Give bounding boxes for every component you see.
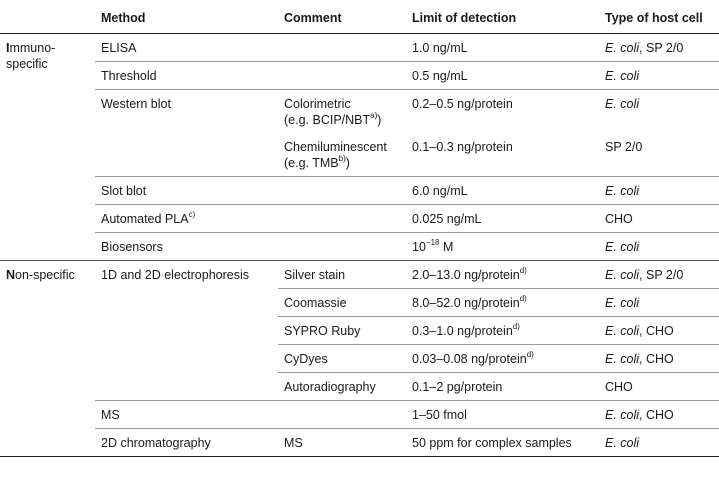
limit-text: 2.0–13.0 ng/protein (412, 268, 520, 282)
table-row (0, 261, 719, 289)
table-row (0, 233, 719, 261)
limit-unit: M (439, 240, 454, 254)
host-italic: E. coli (605, 268, 640, 282)
limit-cell: 0.1–2 pg/protein (406, 373, 599, 401)
footnote-mark: d) (519, 293, 527, 303)
host-plain: CHO (605, 212, 633, 226)
limit-cell: 0.5 ng/mL (406, 62, 599, 90)
footnote-mark: d) (512, 321, 520, 331)
host-cell (599, 429, 719, 457)
method-cell: Threshold (95, 62, 278, 90)
limit-cell (406, 261, 599, 289)
table-header-row (0, 4, 719, 34)
table-row (0, 90, 719, 134)
comment-cell (278, 34, 406, 62)
limit-cell: 0.2–0.5 ng/protein (412, 97, 513, 111)
table-row (0, 205, 719, 233)
limit-text: 0.03–0.08 ng/protein (412, 352, 527, 366)
comment-cell (278, 62, 406, 90)
method-cell (95, 205, 278, 233)
comment-cell (278, 233, 406, 261)
comment-line1: Chemiluminescent (284, 140, 387, 154)
host-plain: , CHO (639, 408, 674, 422)
limit-cell (406, 289, 599, 317)
host-italic: E. coli (605, 184, 640, 198)
comment-line2: (e.g. TMB (284, 156, 339, 170)
limit-text: 0.3–1.0 ng/protein (412, 324, 513, 338)
limit-cell: 50 ppm for complex samples (406, 429, 599, 457)
host-cell (599, 233, 719, 261)
comment-cell: SYPRO Ruby (278, 317, 406, 345)
host-cell (599, 373, 719, 401)
method-cell: Western blot (95, 90, 278, 177)
table-row (0, 34, 719, 62)
footnote-mark: c) (188, 209, 196, 219)
group-label-line2: specific (6, 57, 48, 71)
footnote-mark: d) (519, 265, 527, 275)
table-row (0, 429, 719, 457)
limit-cell: 1–50 fmol (406, 401, 599, 429)
method-cell: ELISA (95, 34, 278, 62)
table-row (0, 401, 719, 429)
host-italic: E. coli (605, 97, 640, 111)
host-cell (599, 62, 719, 90)
footnote-mark: b) (338, 153, 346, 163)
host-plain: , SP 2/0 (639, 41, 684, 55)
group-label-nonspecific: Non-specific (6, 268, 75, 282)
comment-cell: CyDyes (278, 345, 406, 373)
group-immunospecific (0, 34, 95, 261)
comment-cell (278, 205, 406, 233)
host-plain: , SP 2/0 (639, 268, 684, 282)
comment-cell (278, 177, 406, 205)
host-italic: E. coli (605, 436, 640, 450)
host-cell (599, 205, 719, 233)
comment-line2: (e.g. BCIP/NBT (284, 113, 371, 127)
method-cell: Biosensors (95, 233, 278, 261)
limit-cell: 0.025 ng/mL (406, 205, 599, 233)
method-cell: MS (95, 401, 278, 429)
method-cell: 2D chromatography (95, 429, 278, 457)
host-italic: E. coli (605, 352, 640, 366)
group-nonspecific (0, 261, 95, 457)
comment-cell (278, 401, 406, 429)
footnote-mark: d) (526, 349, 534, 359)
host-plain: , CHO (639, 324, 674, 338)
comment-cell: Autoradiography (278, 373, 406, 401)
limit-cell (406, 317, 599, 345)
comment-line1: Colorimetric (284, 97, 351, 111)
limit-cell: 6.0 ng/mL (406, 177, 599, 205)
header-host: Type of host cell (599, 4, 719, 34)
footnote-mark: a) (370, 110, 378, 120)
comment-close: ) (345, 156, 350, 170)
table-row (0, 177, 719, 205)
limit-cell (406, 233, 599, 261)
comment-cell: Coomassie (278, 289, 406, 317)
method-cell: Slot blot (95, 177, 278, 205)
host-plain: SP 2/0 (605, 140, 643, 154)
host-cell (599, 401, 719, 429)
host-cell (599, 133, 719, 177)
header-limit: Limit of detection (406, 4, 599, 34)
limit-base: 10 (412, 240, 426, 254)
host-cell (599, 90, 719, 134)
method-text: Automated PLA (101, 212, 189, 226)
comment-cell: Silver stain (278, 261, 406, 289)
limit-cell (406, 345, 599, 373)
header-group (0, 4, 95, 34)
method-cell: 1D and 2D electrophoresis (95, 261, 278, 401)
host-plain: CHO (605, 380, 633, 394)
host-cell (599, 261, 719, 289)
limit-text: 8.0–52.0 ng/protein (412, 296, 520, 310)
host-italic: E. coli (605, 324, 640, 338)
comment-cell (278, 133, 406, 177)
host-cell (599, 177, 719, 205)
comment-cell: MS (278, 429, 406, 457)
limit-cell: 1.0 ng/mL (406, 34, 599, 62)
host-italic: E. coli (605, 296, 640, 310)
host-italic: E. coli (605, 240, 640, 254)
host-italic: E. coli (605, 69, 640, 83)
group-label-line1: Immuno- (6, 41, 56, 55)
host-cell (599, 34, 719, 62)
limit-exponent: −18 (425, 237, 440, 247)
detection-methods-table (0, 4, 719, 457)
comment-close: ) (377, 113, 382, 127)
comment-cell (278, 90, 406, 134)
host-italic: E. coli (605, 41, 640, 55)
header-comment: Comment (278, 4, 406, 34)
host-italic: E. coli (605, 408, 640, 422)
table-row (0, 62, 719, 90)
limit-cell: 0.1–0.3 ng/protein (406, 133, 599, 177)
header-method: Method (95, 4, 278, 34)
host-cell (599, 317, 719, 345)
host-plain: , CHO (639, 352, 674, 366)
host-cell (599, 345, 719, 373)
host-cell (599, 289, 719, 317)
